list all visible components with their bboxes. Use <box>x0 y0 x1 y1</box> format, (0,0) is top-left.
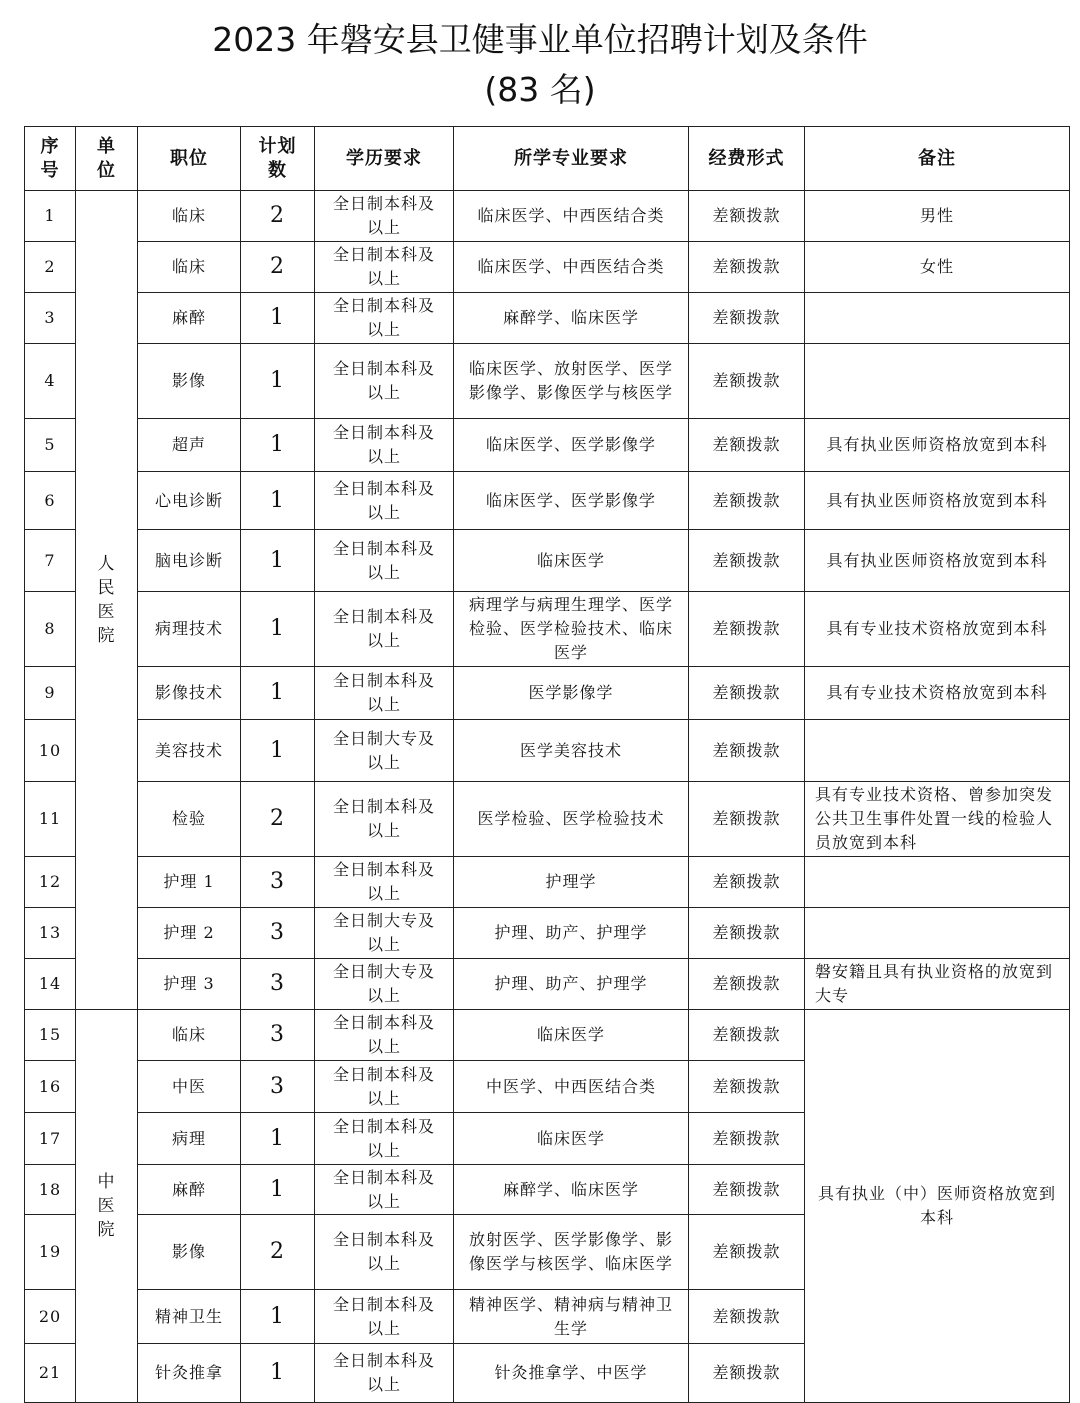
table-row <box>25 667 1070 720</box>
row-education: 全日制大专及以上 <box>315 720 454 782</box>
row-position: 精神卫生 <box>138 1290 241 1344</box>
row-seq: 19 <box>25 1215 76 1290</box>
row-seq: 13 <box>25 908 76 959</box>
row-seq: 5 <box>25 419 76 472</box>
row-major: 精神医学、精神病与精神卫生学 <box>454 1290 689 1344</box>
row-count: 1 <box>241 1344 315 1403</box>
row-funding: 差额拨款 <box>689 293 805 344</box>
table-row <box>25 959 1070 1010</box>
row-major: 临床医学 <box>454 530 689 592</box>
row-remarks: 具有执业医师资格放宽到本科 <box>805 472 1070 530</box>
row-seq: 11 <box>25 782 76 857</box>
row-position: 影像 <box>138 1215 241 1290</box>
row-funding: 差额拨款 <box>689 667 805 720</box>
row-education: 全日制本科及以上 <box>315 857 454 908</box>
row-count: 2 <box>241 1215 315 1290</box>
row-position: 针灸推拿 <box>138 1344 241 1403</box>
row-seq: 18 <box>25 1165 76 1215</box>
row-remarks: 具有专业技术资格放宽到本科 <box>805 592 1070 667</box>
row-education: 全日制本科及以上 <box>315 1344 454 1403</box>
row-funding: 差额拨款 <box>689 1113 805 1165</box>
table-row <box>25 191 1070 242</box>
row-education: 全日制本科及以上 <box>315 419 454 472</box>
row-count: 1 <box>241 419 315 472</box>
tcm-remarks: 具有执业（中）医师资格放宽到本科 <box>805 1010 1070 1403</box>
header-seq: 序号 <box>25 127 76 191</box>
row-seq: 12 <box>25 857 76 908</box>
header-funding: 经费形式 <box>689 127 805 191</box>
row-count: 2 <box>241 242 315 293</box>
row-count: 3 <box>241 908 315 959</box>
row-funding: 差额拨款 <box>689 344 805 419</box>
page-title: 2023 年磐安县卫健事业单位招聘计划及条件 <box>212 20 868 59</box>
row-count: 1 <box>241 293 315 344</box>
row-position: 病理技术 <box>138 592 241 667</box>
row-position: 美容技术 <box>138 720 241 782</box>
row-remarks <box>805 720 1070 782</box>
table-row <box>25 530 1070 592</box>
row-remarks <box>805 344 1070 419</box>
row-education: 全日制本科及以上 <box>315 592 454 667</box>
row-position: 心电诊断 <box>138 472 241 530</box>
page-subtitle: (83 名) <box>484 70 596 109</box>
row-position: 临床 <box>138 242 241 293</box>
row-position: 影像 <box>138 344 241 419</box>
row-position: 超声 <box>138 419 241 472</box>
row-major: 中医学、中西医结合类 <box>454 1061 689 1113</box>
row-position: 护理 2 <box>138 908 241 959</box>
row-seq: 14 <box>25 959 76 1010</box>
row-education: 全日制本科及以上 <box>315 1290 454 1344</box>
header-education: 学历要求 <box>315 127 454 191</box>
row-funding: 差额拨款 <box>689 1215 805 1290</box>
row-education: 全日制本科及以上 <box>315 1061 454 1113</box>
row-education: 全日制本科及以上 <box>315 242 454 293</box>
row-major: 麻醉学、临床医学 <box>454 1165 689 1215</box>
header-unit: 单位 <box>76 127 138 191</box>
row-count: 3 <box>241 857 315 908</box>
row-funding: 差额拨款 <box>689 782 805 857</box>
table-row <box>25 782 1070 857</box>
row-remarks: 具有执业医师资格放宽到本科 <box>805 530 1070 592</box>
row-funding: 差额拨款 <box>689 242 805 293</box>
row-major: 临床医学、医学影像学 <box>454 472 689 530</box>
row-count: 1 <box>241 667 315 720</box>
row-major: 临床医学、中西医结合类 <box>454 191 689 242</box>
row-education: 全日制本科及以上 <box>315 782 454 857</box>
row-major: 医学美容技术 <box>454 720 689 782</box>
row-funding: 差额拨款 <box>689 1061 805 1113</box>
row-seq: 20 <box>25 1290 76 1344</box>
recruitment-table <box>24 126 1070 1403</box>
row-major: 临床医学 <box>454 1113 689 1165</box>
row-major: 麻醉学、临床医学 <box>454 293 689 344</box>
row-seq: 2 <box>25 242 76 293</box>
row-funding: 差额拨款 <box>689 1165 805 1215</box>
row-major: 护理学 <box>454 857 689 908</box>
row-position: 临床 <box>138 191 241 242</box>
row-education: 全日制本科及以上 <box>315 191 454 242</box>
row-education: 全日制本科及以上 <box>315 667 454 720</box>
row-count: 1 <box>241 472 315 530</box>
row-position: 临床 <box>138 1010 241 1061</box>
row-seq: 6 <box>25 472 76 530</box>
row-education: 全日制本科及以上 <box>315 1165 454 1215</box>
row-seq: 1 <box>25 191 76 242</box>
row-funding: 差额拨款 <box>689 191 805 242</box>
row-count: 1 <box>241 1165 315 1215</box>
row-remarks: 磐安籍且具有执业资格的放宽到大专 <box>805 959 1070 1010</box>
table-row <box>25 857 1070 908</box>
row-funding: 差额拨款 <box>689 857 805 908</box>
row-funding: 差额拨款 <box>689 1344 805 1403</box>
row-major: 临床医学 <box>454 1010 689 1061</box>
row-major: 临床医学、医学影像学 <box>454 419 689 472</box>
row-seq: 8 <box>25 592 76 667</box>
table-row <box>25 472 1070 530</box>
row-major: 病理学与病理生理学、医学检验、医学检验技术、临床医学 <box>454 592 689 667</box>
row-funding: 差额拨款 <box>689 592 805 667</box>
table-row <box>25 592 1070 667</box>
row-education: 全日制本科及以上 <box>315 1113 454 1165</box>
row-funding: 差额拨款 <box>689 530 805 592</box>
row-remarks <box>805 857 1070 908</box>
row-count: 1 <box>241 1290 315 1344</box>
row-position: 检验 <box>138 782 241 857</box>
row-remarks: 具有专业技术资格放宽到本科 <box>805 667 1070 720</box>
row-funding: 差额拨款 <box>689 419 805 472</box>
row-count: 3 <box>241 1010 315 1061</box>
table-row <box>25 1010 1070 1061</box>
row-education: 全日制本科及以上 <box>315 472 454 530</box>
row-position: 脑电诊断 <box>138 530 241 592</box>
row-seq: 4 <box>25 344 76 419</box>
row-seq: 7 <box>25 530 76 592</box>
row-major: 放射医学、医学影像学、影像医学与核医学、临床医学 <box>454 1215 689 1290</box>
row-position: 麻醉 <box>138 293 241 344</box>
row-education: 全日制本科及以上 <box>315 1010 454 1061</box>
row-remarks: 男性 <box>805 191 1070 242</box>
table-row <box>25 419 1070 472</box>
row-seq: 21 <box>25 1344 76 1403</box>
row-major: 临床医学、放射医学、医学影像学、影像医学与核医学 <box>454 344 689 419</box>
row-education: 全日制本科及以上 <box>315 1215 454 1290</box>
row-count: 1 <box>241 720 315 782</box>
row-count: 3 <box>241 1061 315 1113</box>
table-row <box>25 293 1070 344</box>
row-count: 1 <box>241 1113 315 1165</box>
row-seq: 16 <box>25 1061 76 1113</box>
header-major: 所学专业要求 <box>454 127 689 191</box>
row-education: 全日制本科及以上 <box>315 293 454 344</box>
row-remarks: 具有专业技术资格、曾参加突发公共卫生事件处置一线的检验人员放宽到本科 <box>805 782 1070 857</box>
header-remarks: 备注 <box>805 127 1070 191</box>
row-funding: 差额拨款 <box>689 908 805 959</box>
header-position: 职位 <box>138 127 241 191</box>
row-position: 影像技术 <box>138 667 241 720</box>
row-funding: 差额拨款 <box>689 720 805 782</box>
row-remarks <box>805 908 1070 959</box>
row-education: 全日制大专及以上 <box>315 908 454 959</box>
row-major: 针灸推拿学、中医学 <box>454 1344 689 1403</box>
row-count: 2 <box>241 191 315 242</box>
row-major: 医学检验、医学检验技术 <box>454 782 689 857</box>
row-major: 医学影像学 <box>454 667 689 720</box>
row-major: 护理、助产、护理学 <box>454 908 689 959</box>
unit-people-hospital: 人民医院 <box>76 191 138 1010</box>
row-count: 2 <box>241 782 315 857</box>
row-funding: 差额拨款 <box>689 1010 805 1061</box>
row-seq: 10 <box>25 720 76 782</box>
header-row <box>25 127 1070 191</box>
row-seq: 9 <box>25 667 76 720</box>
row-remarks: 具有执业医师资格放宽到本科 <box>805 419 1070 472</box>
row-remarks: 女性 <box>805 242 1070 293</box>
row-count: 1 <box>241 592 315 667</box>
unit-tcm-hospital: 中医院 <box>76 1010 138 1403</box>
row-seq: 3 <box>25 293 76 344</box>
row-position: 中医 <box>138 1061 241 1113</box>
row-education: 全日制大专及以上 <box>315 959 454 1010</box>
row-seq: 15 <box>25 1010 76 1061</box>
row-major: 护理、助产、护理学 <box>454 959 689 1010</box>
table-body <box>25 191 1070 1403</box>
table-row <box>25 242 1070 293</box>
row-count: 3 <box>241 959 315 1010</box>
header-count: 计划数 <box>241 127 315 191</box>
row-position: 护理 3 <box>138 959 241 1010</box>
row-position: 护理 1 <box>138 857 241 908</box>
row-count: 1 <box>241 530 315 592</box>
row-funding: 差额拨款 <box>689 959 805 1010</box>
row-funding: 差额拨款 <box>689 472 805 530</box>
row-count: 1 <box>241 344 315 419</box>
row-funding: 差额拨款 <box>689 1290 805 1344</box>
row-education: 全日制本科及以上 <box>315 344 454 419</box>
row-position: 病理 <box>138 1113 241 1165</box>
row-education: 全日制本科及以上 <box>315 530 454 592</box>
row-seq: 17 <box>25 1113 76 1165</box>
table-row <box>25 720 1070 782</box>
row-remarks <box>805 293 1070 344</box>
table-row <box>25 908 1070 959</box>
row-position: 麻醉 <box>138 1165 241 1215</box>
table-row <box>25 344 1070 419</box>
row-major: 临床医学、中西医结合类 <box>454 242 689 293</box>
